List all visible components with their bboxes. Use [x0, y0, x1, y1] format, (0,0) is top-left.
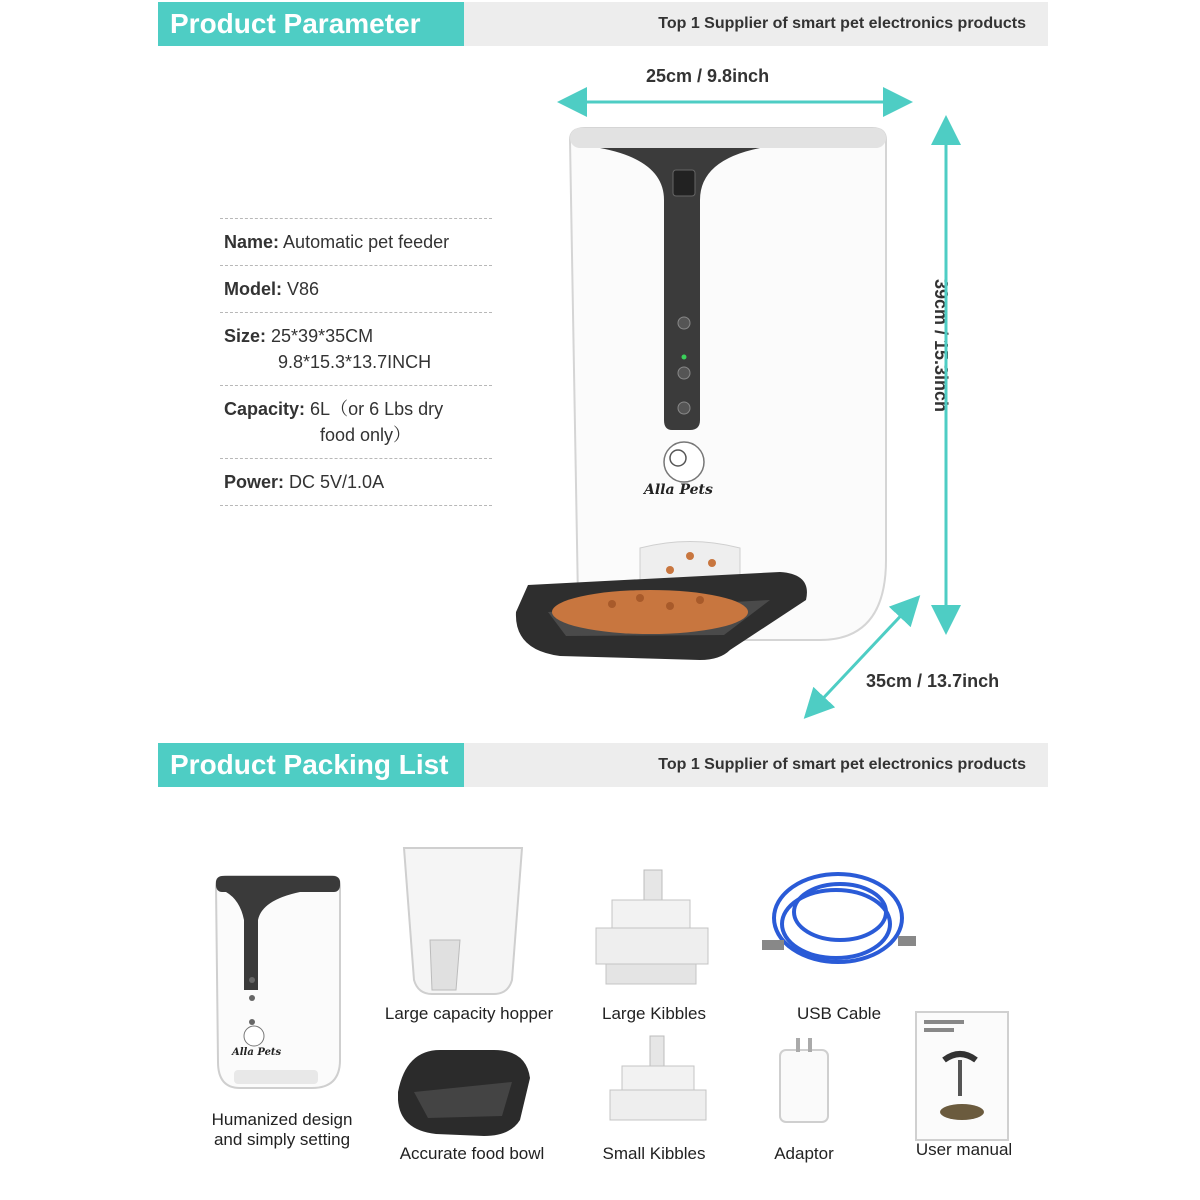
spec-power-value: DC 5V/1.0A	[289, 472, 385, 492]
width-dimension-label: 25cm / 9.8inch	[646, 66, 770, 86]
caption-food-bowl: Accurate food bowl	[399, 1144, 545, 1163]
brand-logo: Alla Pets	[644, 482, 713, 498]
caption-humanized-line-2: and simply setting	[213, 1130, 351, 1149]
packing-banner-title: Product Packing List	[158, 743, 464, 787]
caption-user-manual: User manual	[915, 1140, 1013, 1159]
spec-model-value: V86	[287, 279, 320, 299]
spec-name-key: Name:	[224, 232, 280, 252]
parameter-banner-tagline: Top 1 Supplier of smart pet electronics products	[658, 15, 1026, 32]
caption-adaptor: Adaptor	[774, 1144, 834, 1163]
spec-size-key: Size:	[224, 326, 267, 346]
spec-power-key: Power:	[224, 472, 285, 492]
caption-hopper: Large capacity hopper	[384, 1004, 554, 1023]
spec-row-size	[220, 312, 492, 385]
spec-capacity-value-1: 6L（or 6 Lbs dry	[310, 399, 444, 419]
spec-size-value-2: 9.8*15.3*13.7INCH	[278, 352, 432, 372]
caption-usb-cable: USB Cable	[796, 1004, 882, 1023]
hopper-image	[404, 848, 522, 994]
brand-logo-small: Alla Pets	[232, 1047, 282, 1058]
height-dimension-label: 39cm / 15.3inch	[931, 278, 952, 413]
feeder-body	[570, 128, 886, 640]
spec-row-model	[220, 265, 492, 312]
spec-row-name	[220, 218, 492, 265]
spec-capacity-key: Capacity:	[224, 399, 306, 419]
adaptor-image	[780, 1038, 828, 1122]
usb-cable-image	[762, 874, 916, 962]
spec-size-value-1: 25*39*35CM	[271, 326, 374, 346]
spec-capacity-value-2: food only）	[320, 425, 412, 445]
caption-humanized-line-1: Humanized design	[211, 1110, 353, 1129]
spec-table	[220, 218, 492, 506]
caption-small-kibbles: Small Kibbles	[602, 1144, 706, 1163]
caption-humanized-design	[196, 1110, 368, 1150]
spec-row-capacity	[220, 385, 492, 458]
spec-row-power	[220, 458, 492, 506]
spec-model-key: Model:	[224, 279, 282, 299]
depth-dimension-label: 35cm / 13.7inch	[866, 671, 1000, 691]
parameter-banner-title: Product Parameter	[158, 2, 464, 46]
packing-banner	[158, 743, 1048, 787]
packing-banner-tagline: Top 1 Supplier of smart pet electronics products	[658, 756, 1026, 773]
food-bowl-image	[398, 1050, 530, 1136]
small-kibbles-image	[610, 1036, 706, 1120]
user-manual-image	[916, 1012, 1008, 1140]
caption-large-kibbles: Large Kibbles	[602, 1004, 706, 1023]
large-kibbles-image	[596, 870, 708, 984]
spec-name-value: Automatic pet feeder	[283, 232, 450, 252]
packing-illustrations	[0, 800, 1200, 1180]
